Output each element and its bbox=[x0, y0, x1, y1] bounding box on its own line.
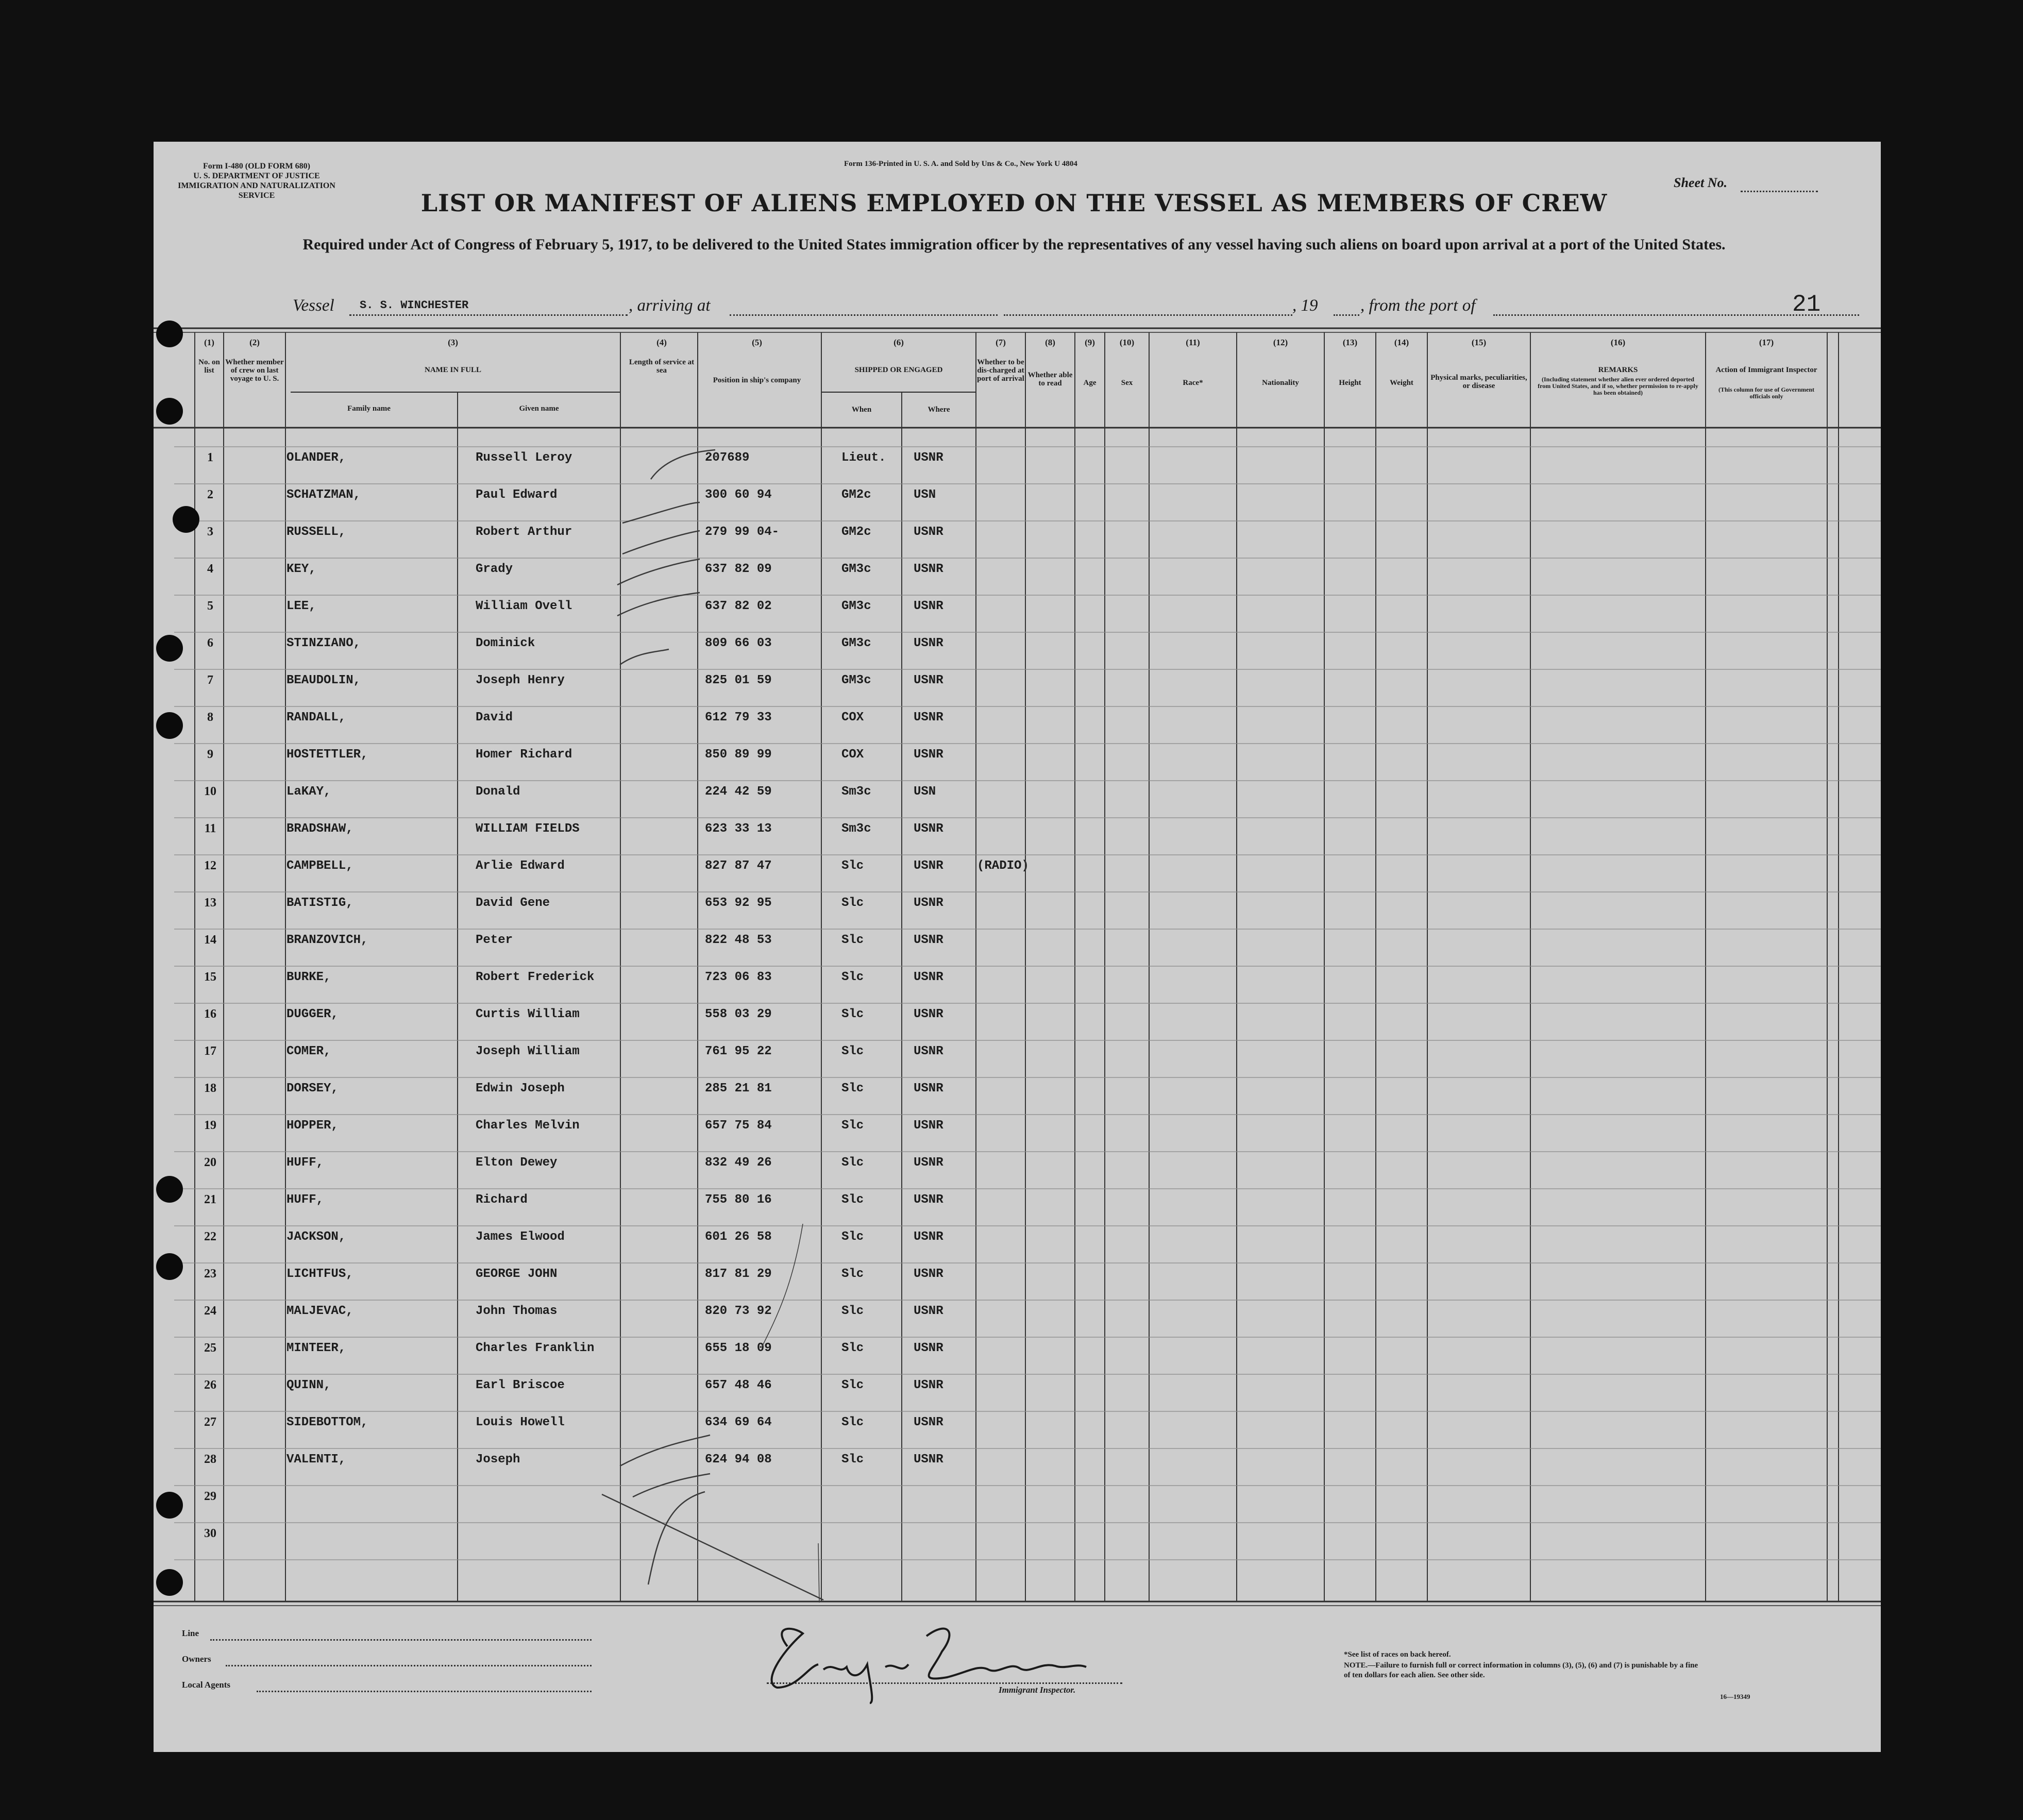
vessel-label: Vessel bbox=[293, 296, 334, 315]
family-name: BURKE, bbox=[286, 970, 331, 984]
col-head-last-voyage: Whether member of crew on last voyage to U. S. bbox=[225, 358, 284, 383]
position-in-company: 558 03 29 bbox=[705, 1007, 772, 1021]
position-in-company: 655 18 09 bbox=[705, 1341, 772, 1355]
given-name: Joseph William bbox=[476, 1044, 580, 1058]
shipped-when: Slc bbox=[841, 1193, 864, 1207]
row-number: 21 bbox=[204, 1193, 216, 1206]
shipped-where: USNR bbox=[914, 599, 943, 613]
given-name: Edwin Joseph bbox=[476, 1082, 565, 1096]
shipped-when: Slc bbox=[841, 1156, 864, 1170]
shipped-where: USNR bbox=[914, 1119, 943, 1133]
family-name: OLANDER, bbox=[286, 451, 346, 465]
shipped-where: USNR bbox=[914, 451, 943, 465]
col-head-number: No. on list bbox=[198, 358, 220, 375]
shipped-where: USNR bbox=[914, 1156, 943, 1170]
family-name: HOPPER, bbox=[286, 1119, 339, 1133]
row-number: 25 bbox=[204, 1341, 216, 1355]
col-num-1: (1) bbox=[204, 338, 214, 347]
subhead-family-name: Family name bbox=[347, 405, 391, 413]
position-in-company: 820 73 92 bbox=[705, 1304, 772, 1318]
family-name: LICHTFUS, bbox=[286, 1267, 353, 1281]
row-number: 18 bbox=[204, 1082, 216, 1095]
row-number: 12 bbox=[204, 859, 216, 872]
position-in-company: 657 75 84 bbox=[705, 1119, 772, 1133]
family-name: SCHATZMAN, bbox=[286, 488, 361, 502]
position-in-company: 300 60 94 bbox=[705, 488, 772, 502]
family-name: HOSTETTLER, bbox=[286, 748, 368, 762]
shipped-when: GM3c bbox=[841, 562, 871, 576]
position-in-company: 832 49 26 bbox=[705, 1156, 772, 1170]
row-number: 8 bbox=[207, 711, 213, 724]
position-in-company: 623 33 13 bbox=[705, 822, 772, 836]
shipped-where: USNR bbox=[914, 1007, 943, 1021]
failure-note: NOTE.—Failure to furnish full or correct information in columns (3), (5), (6) and (7) is punishable by a fine of ten dollars for each alien. See other side. bbox=[1344, 1661, 1698, 1679]
shipped-where: USNR bbox=[914, 1082, 943, 1096]
shipped-when: Slc bbox=[841, 1044, 864, 1058]
col-head-discharged: Whether to be dis-charged at port of arrival bbox=[977, 358, 1024, 383]
col-num-2: (2) bbox=[249, 338, 260, 347]
shipped-when: Slc bbox=[841, 896, 864, 910]
year-label: , 19 bbox=[1292, 296, 1318, 315]
family-name: HUFF, bbox=[286, 1156, 324, 1170]
form-id-line2: U. S. DEPARTMENT OF JUSTICE bbox=[193, 172, 320, 180]
shipped-when: Slc bbox=[841, 970, 864, 984]
col-head-position: Position in ship's company bbox=[713, 376, 801, 384]
shipped-where: USNR bbox=[914, 748, 943, 762]
family-name: HUFF, bbox=[286, 1193, 324, 1207]
row-number: 10 bbox=[204, 785, 216, 798]
given-name: Charles Melvin bbox=[476, 1119, 580, 1133]
col-head-name-in-full: NAME IN FULL bbox=[424, 366, 481, 374]
row-number: 14 bbox=[204, 933, 216, 947]
sheet-number-label: Sheet No. bbox=[1674, 175, 1727, 190]
row-number: 11 bbox=[204, 822, 216, 835]
shipped-where: USNR bbox=[914, 1044, 943, 1058]
col-num-5: (5) bbox=[752, 338, 762, 347]
family-name: BRADSHAW, bbox=[286, 822, 353, 836]
page-title: LIST OR MANIFEST OF ALIENS EMPLOYED ON THE VESSEL AS MEMBERS OF CREW bbox=[420, 189, 1608, 217]
printer-note: Form 136-Printed in U. S. A. and Sold by Uns & Co., New York U 4804 bbox=[844, 160, 1077, 168]
given-name: Robert Frederick bbox=[476, 970, 595, 984]
shipped-where: USNR bbox=[914, 970, 943, 984]
given-name: William Ovell bbox=[476, 599, 572, 613]
subhead-where: Where bbox=[928, 406, 950, 414]
shipped-where: USNR bbox=[914, 1304, 943, 1318]
given-name: John Thomas bbox=[476, 1304, 558, 1318]
shipped-where: USNR bbox=[914, 1267, 943, 1281]
shipped-when: Slc bbox=[841, 1415, 864, 1429]
given-name: Elton Dewey bbox=[476, 1156, 558, 1170]
col-num-6: (6) bbox=[894, 338, 904, 347]
position-in-company: 825 01 59 bbox=[705, 673, 772, 687]
shipped-when: Sm3c bbox=[841, 822, 871, 836]
shipped-where: USN bbox=[914, 488, 936, 502]
shipped-where: USNR bbox=[914, 822, 943, 836]
subhead-when: When bbox=[851, 406, 872, 414]
position-in-company: 279 99 04- bbox=[705, 525, 780, 539]
position-in-company: 817 81 29 bbox=[705, 1267, 772, 1281]
race-note: *See list of races on back hereof. bbox=[1344, 1650, 1451, 1659]
col-num-3: (3) bbox=[448, 338, 458, 347]
given-name: Paul Edward bbox=[476, 488, 558, 502]
col-head-physical-marks: Physical marks, peculiarities, or disease bbox=[1430, 374, 1527, 390]
shipped-when: GM2c bbox=[841, 525, 871, 539]
shipped-when: Slc bbox=[841, 1230, 864, 1244]
given-name: James Elwood bbox=[476, 1230, 565, 1244]
binder-hole bbox=[156, 398, 183, 425]
given-name: Curtis William bbox=[476, 1007, 580, 1021]
given-name: Robert Arthur bbox=[476, 525, 572, 539]
shipped-where: USNR bbox=[914, 896, 943, 910]
form-id-line3: IMMIGRATION AND NATURALIZATION SERVICE bbox=[178, 181, 335, 200]
given-name: Donald bbox=[476, 785, 520, 799]
position-in-company: 634 69 64 bbox=[705, 1415, 772, 1429]
family-name: DORSEY, bbox=[286, 1082, 339, 1096]
position-in-company: 637 82 09 bbox=[705, 562, 772, 576]
shipped-when: GM3c bbox=[841, 636, 871, 650]
col-num-12: (12) bbox=[1273, 338, 1288, 347]
family-name: BATISTIG, bbox=[286, 896, 353, 910]
family-name: LaKAY, bbox=[286, 785, 331, 799]
subhead-given-name: Given name bbox=[519, 405, 559, 413]
binder-hole bbox=[156, 1253, 183, 1280]
shipped-when: GM3c bbox=[841, 673, 871, 687]
family-name: JACKSON, bbox=[286, 1230, 346, 1244]
shipped-when: COX bbox=[841, 711, 864, 724]
family-name: QUINN, bbox=[286, 1378, 331, 1392]
position-in-company: 224 42 59 bbox=[705, 785, 772, 799]
shipped-when: Slc bbox=[841, 1304, 864, 1318]
row-number: 16 bbox=[204, 1007, 216, 1021]
page-number: 21 bbox=[1792, 291, 1821, 318]
inspector-signature bbox=[772, 1629, 1086, 1703]
col-num-14: (14) bbox=[1394, 338, 1409, 347]
shipped-when: GM2c bbox=[841, 488, 871, 502]
shipped-when: Slc bbox=[841, 1007, 864, 1021]
discharged-note: (RADIO) bbox=[977, 859, 1029, 873]
col-head-action: Action of Immigrant Inspector bbox=[1715, 366, 1817, 374]
col-head-weight: Weight bbox=[1390, 379, 1413, 387]
family-name: SIDEBOTTOM, bbox=[286, 1415, 368, 1429]
position-in-company: 653 92 95 bbox=[705, 896, 772, 910]
col-head-age: Age bbox=[1083, 379, 1097, 387]
family-name: CAMPBELL, bbox=[286, 859, 353, 873]
given-name: David bbox=[476, 711, 513, 724]
position-in-company: 809 66 03 bbox=[705, 636, 772, 650]
family-name: RANDALL, bbox=[286, 711, 346, 724]
position-in-company: 723 06 83 bbox=[705, 970, 772, 984]
row-number: 1 bbox=[207, 451, 213, 464]
family-name: MINTEER, bbox=[286, 1341, 346, 1355]
row-number: 3 bbox=[207, 525, 213, 538]
shipped-when: Slc bbox=[841, 1119, 864, 1133]
given-name: GEORGE JOHN bbox=[476, 1267, 558, 1281]
row-number: 9 bbox=[207, 748, 213, 761]
shipped-where: USNR bbox=[914, 1378, 943, 1392]
col-head-height: Height bbox=[1339, 379, 1361, 387]
form-id-line1: Form I-480 (OLD FORM 680) bbox=[203, 162, 310, 171]
row-number: 30 bbox=[204, 1527, 216, 1540]
shipped-where: USNR bbox=[914, 1341, 943, 1355]
given-name: Charles Franklin bbox=[476, 1341, 595, 1355]
given-name: WILLIAM FIELDS bbox=[476, 822, 580, 836]
row-number: 17 bbox=[204, 1044, 216, 1058]
col-num-4: (4) bbox=[656, 338, 667, 347]
family-name: BRANZOVICH, bbox=[286, 933, 368, 947]
family-name: LEE, bbox=[286, 599, 316, 613]
shipped-when: Slc bbox=[841, 933, 864, 947]
shipped-where: USNR bbox=[914, 933, 943, 947]
col-head-shipped-engaged: SHIPPED OR ENGAGED bbox=[854, 366, 943, 374]
col-head-race: Race* bbox=[1183, 379, 1203, 387]
position-in-company: 761 95 22 bbox=[705, 1044, 772, 1058]
page-subtitle: Required under Act of Congress of February 5, 1917, to be delivered to the United States immigration officer by the representatives of any vessel having such aliens on board upon arrival at a port of the United States. bbox=[302, 236, 1726, 253]
position-in-company: 637 82 02 bbox=[705, 599, 772, 613]
action-note: (This column for use of Government officials only bbox=[1718, 386, 1815, 400]
shipped-when: GM3c bbox=[841, 599, 871, 613]
shipped-when: Slc bbox=[841, 1378, 864, 1392]
binder-hole bbox=[156, 1176, 183, 1203]
shipped-where: USNR bbox=[914, 1193, 943, 1207]
family-name: MALJEVAC, bbox=[286, 1304, 353, 1318]
position-in-company: 612 79 33 bbox=[705, 711, 772, 724]
binder-hole bbox=[156, 635, 183, 662]
shipped-when: Slc bbox=[841, 859, 864, 873]
col-num-7: (7) bbox=[996, 338, 1006, 347]
col-head-length-of-service: Length of service at sea bbox=[629, 358, 695, 375]
row-number: 28 bbox=[204, 1453, 216, 1466]
family-name: VALENTI, bbox=[286, 1453, 346, 1467]
row-number: 13 bbox=[204, 896, 216, 909]
given-name: Richard bbox=[476, 1193, 528, 1207]
row-number: 20 bbox=[204, 1156, 216, 1169]
remarks-note: (Including statement whether alien ever ordered deported from United States, and if so, whether permission to re-apply has been obtained) bbox=[1538, 376, 1698, 396]
form-code: 16—19349 bbox=[1720, 1693, 1750, 1700]
shipped-when: Slc bbox=[841, 1267, 864, 1281]
given-name: Arlie Edward bbox=[476, 859, 565, 873]
shipped-where: USNR bbox=[914, 636, 943, 650]
position-in-company: 207689 bbox=[705, 451, 750, 465]
given-name: David Gene bbox=[476, 896, 550, 910]
binder-hole bbox=[173, 506, 199, 533]
given-name: Dominick bbox=[476, 636, 535, 650]
position-in-company: 601 26 58 bbox=[705, 1230, 772, 1244]
position-in-company: 755 80 16 bbox=[705, 1193, 772, 1207]
given-name: Earl Briscoe bbox=[476, 1378, 565, 1392]
given-name: Russell Leroy bbox=[476, 451, 572, 465]
shipped-where: USNR bbox=[914, 562, 943, 576]
row-number: 19 bbox=[204, 1119, 216, 1132]
row-number: 24 bbox=[204, 1304, 216, 1318]
row-number: 4 bbox=[207, 562, 213, 576]
col-head-remarks: REMARKS bbox=[1598, 366, 1638, 374]
row-number: 22 bbox=[204, 1230, 216, 1243]
col-head-sex: Sex bbox=[1121, 379, 1133, 387]
col-num-10: (10) bbox=[1119, 338, 1135, 347]
given-name: Grady bbox=[476, 562, 513, 576]
family-name: DUGGER, bbox=[286, 1007, 339, 1021]
shipped-when: Slc bbox=[841, 1341, 864, 1355]
position-in-company: 285 21 81 bbox=[705, 1082, 772, 1096]
shipped-where: USNR bbox=[914, 525, 943, 539]
given-name: Peter bbox=[476, 933, 513, 947]
position-in-company: 624 94 08 bbox=[705, 1453, 772, 1467]
shipped-when: Slc bbox=[841, 1082, 864, 1096]
shipped-when: COX bbox=[841, 748, 864, 762]
col-num-17: (17) bbox=[1759, 338, 1774, 347]
col-num-9: (9) bbox=[1085, 338, 1095, 347]
shipped-where: USN bbox=[914, 785, 936, 799]
shipped-when: Lieut. bbox=[841, 451, 886, 465]
binder-hole bbox=[156, 321, 183, 347]
given-name: Joseph Henry bbox=[476, 673, 565, 687]
col-num-8: (8) bbox=[1045, 338, 1055, 347]
row-number: 23 bbox=[204, 1267, 216, 1280]
family-name: KEY, bbox=[286, 562, 316, 576]
col-head-nationality: Nationality bbox=[1262, 379, 1299, 387]
given-name: Joseph bbox=[476, 1453, 520, 1467]
col-num-11: (11) bbox=[1186, 338, 1200, 347]
vessel-name: S. S. WINCHESTER bbox=[360, 299, 469, 312]
binder-hole bbox=[156, 1492, 183, 1519]
shipped-when: Sm3c bbox=[841, 785, 871, 799]
row-number: 7 bbox=[207, 673, 213, 687]
arriving-at-label: , arriving at bbox=[629, 296, 711, 315]
shipped-where: USNR bbox=[914, 711, 943, 724]
row-number: 27 bbox=[204, 1415, 216, 1429]
owners-label: Owners bbox=[182, 1654, 211, 1664]
position-in-company: 657 48 46 bbox=[705, 1378, 772, 1392]
shipped-when: Slc bbox=[841, 1453, 864, 1467]
shipped-where: USNR bbox=[914, 673, 943, 687]
from-port-label: , from the port of bbox=[1360, 296, 1476, 315]
manifest-sheet bbox=[154, 142, 1881, 1752]
given-name: Louis Howell bbox=[476, 1415, 565, 1429]
family-name: STINZIANO, bbox=[286, 636, 361, 650]
col-head-able-to-read: Whether able to read bbox=[1027, 371, 1073, 387]
table-grid bbox=[154, 142, 1881, 1752]
shipped-where: USNR bbox=[914, 1230, 943, 1244]
row-number: 15 bbox=[204, 970, 216, 984]
row-number: 2 bbox=[207, 488, 213, 501]
row-number: 29 bbox=[204, 1490, 216, 1503]
col-num-16: (16) bbox=[1610, 338, 1626, 347]
given-name: Homer Richard bbox=[476, 748, 572, 762]
inspector-label: Immigrant Inspector. bbox=[999, 1685, 1076, 1695]
col-num-13: (13) bbox=[1342, 338, 1358, 347]
family-name: RUSSELL, bbox=[286, 525, 346, 539]
col-num-15: (15) bbox=[1471, 338, 1487, 347]
binder-hole bbox=[156, 1569, 183, 1596]
family-name: COMER, bbox=[286, 1044, 331, 1058]
shipped-where: USNR bbox=[914, 1415, 943, 1429]
line-label: Line bbox=[182, 1628, 199, 1638]
binder-hole bbox=[156, 712, 183, 739]
position-in-company: 822 48 53 bbox=[705, 933, 772, 947]
shipped-where: USNR bbox=[914, 1453, 943, 1467]
row-number: 26 bbox=[204, 1378, 216, 1392]
row-number: 5 bbox=[207, 599, 213, 613]
family-name: BEAUDOLIN, bbox=[286, 673, 361, 687]
position-in-company: 850 89 99 bbox=[705, 748, 772, 762]
shipped-where: USNR bbox=[914, 859, 943, 873]
local-agents-label: Local Agents bbox=[182, 1680, 230, 1690]
position-in-company: 827 87 47 bbox=[705, 859, 772, 873]
row-number: 6 bbox=[207, 636, 213, 650]
